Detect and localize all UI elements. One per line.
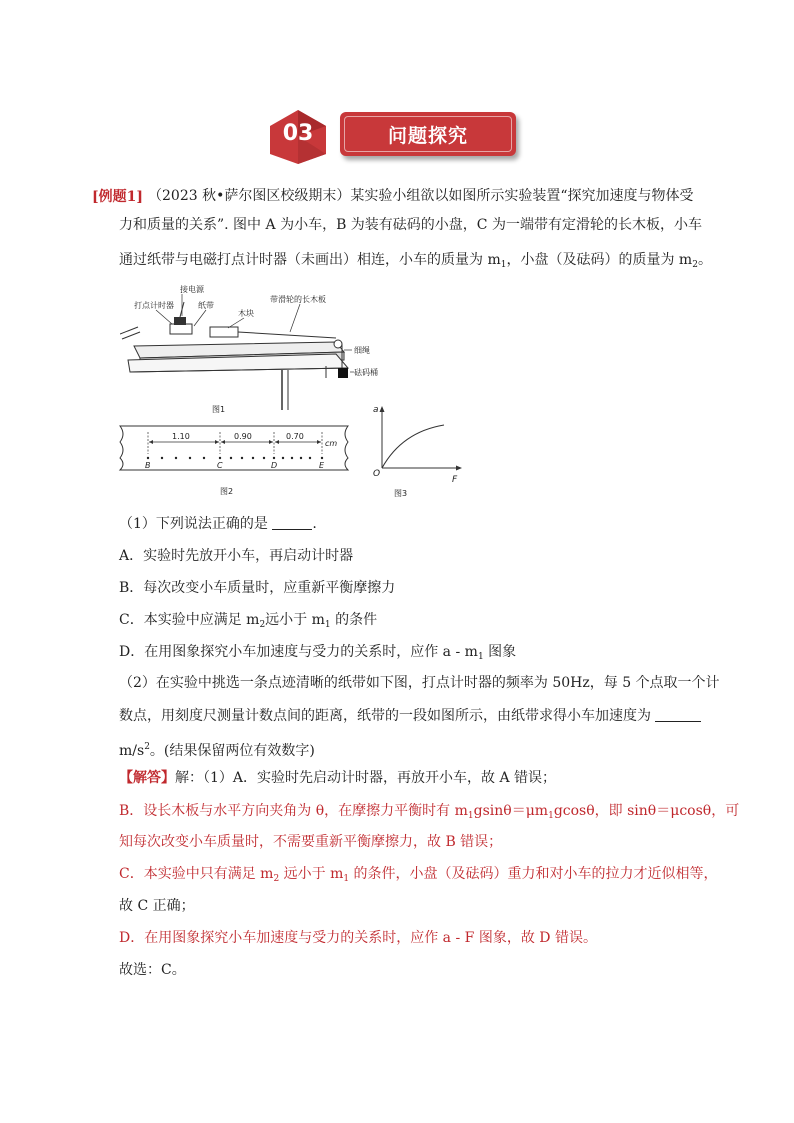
label-block: 木块 <box>238 309 254 318</box>
answer-line-d: D．在用图象探究小车加速度与受力的关系时，应作 a - F 图象，故 D 错误。 <box>119 930 597 946</box>
figure-1-apparatus <box>120 282 380 422</box>
figure-3-caption: 图3 <box>394 489 408 498</box>
x-axis-label: F <box>452 475 458 485</box>
example-tag: [例题1] <box>92 189 143 205</box>
point-e: E <box>319 461 325 470</box>
option-c: C．本实验中应满足 $m_2$远小于 $m_1$ 的条件 <box>119 612 378 630</box>
option-d: D．在用图象探究小车加速度与受力的关系时，应作 a - $m_1$ 图象 <box>119 644 517 662</box>
answer-line-b2: 知每次改变小车质量时，不需要重新平衡摩擦力，故 B 错误； <box>119 834 503 850</box>
question-2-line-3: $m/s^2$。(结果保留两位有效数字) <box>119 742 315 759</box>
example-line-1: （2023 秋•萨尔图区校级期末）某实验小组欲以如图所示实验装置“探究加速度与物体受 <box>148 188 694 204</box>
origin-label: O <box>373 469 381 479</box>
answer-line-c2: 故 C 正确； <box>119 898 195 914</box>
point-c: C <box>217 461 223 470</box>
example-line-2: 力和质量的关系”. 图中 A 为小车，B 为装有砝码的小盘，C 为一端带有定滑轮的长木板，小车 <box>119 217 702 233</box>
option-a: A．实验时先放开小车，再启动计时器 <box>119 548 354 564</box>
section-number: 03 <box>282 121 314 146</box>
question-2-line-1: （2）在实验中挑选一条点迹清晰的纸带如下图，打点计时器的频率为 50Hz，每 5 个点取一个计 <box>119 675 720 691</box>
point-b: B <box>145 461 151 470</box>
figure-3-graph <box>370 402 466 498</box>
label-weight: 砝码桶 <box>354 368 378 377</box>
a-f-curve <box>382 425 444 468</box>
answer-line-1: 【解答】解：（1）A．实验时先启动计时器，再放开小车，故 A 错误； <box>119 770 557 786</box>
question-2-line-2: 数点，用刻度尺测量计数点间的距离，纸带的一段如图所示，由纸带求得小车加速度为 <box>119 706 701 726</box>
section-header <box>268 108 520 164</box>
answer-line-b1: B．设长木板与水平方向夹角为 θ，在摩擦力平衡时有 $m_1gsin\theta=\mu m_1gcos\theta$，即 sinθ＝μcosθ，可 <box>119 803 740 821</box>
segment-de: 0.70 <box>286 432 304 441</box>
figure-1-caption: 图1 <box>212 405 226 414</box>
label-string: 细绳 <box>354 346 370 355</box>
label-power: 接电源 <box>180 285 204 294</box>
segment-cd: 0.90 <box>234 432 252 441</box>
example-line-3: 通过纸带与电磁打点计时器（未画出）相连，小车的质量为 $m_1$，小盘（及砝码）的质量为 $m_2$。 <box>119 252 712 270</box>
question-1: （1）下列说法正确的是 . <box>119 516 317 532</box>
segment-bc: 1.10 <box>172 432 190 441</box>
tape-unit: cm <box>325 439 338 448</box>
section-title: 问题探究 <box>387 125 468 147</box>
label-board: 带滑轮的长木板 <box>270 295 326 304</box>
figure-2-caption: 图2 <box>220 487 234 496</box>
y-axis-label: a <box>373 405 379 415</box>
answer-final: 故选：C。 <box>119 962 186 978</box>
section-title-banner <box>340 112 516 156</box>
option-b: B．每次改变小车质量时，应重新平衡摩擦力 <box>119 580 396 596</box>
label-tape: 纸带 <box>198 301 214 310</box>
point-d: D <box>271 461 278 470</box>
figure-2-paper-tape <box>116 424 352 500</box>
answer-line-c1: C．本实验中只有满足 $m_2$ 远小于 $m_1$ 的条件，小盘（及砝码）重力和对小车的拉力才近似相等， <box>119 866 718 884</box>
label-timer: 打点计时器 <box>134 301 174 310</box>
